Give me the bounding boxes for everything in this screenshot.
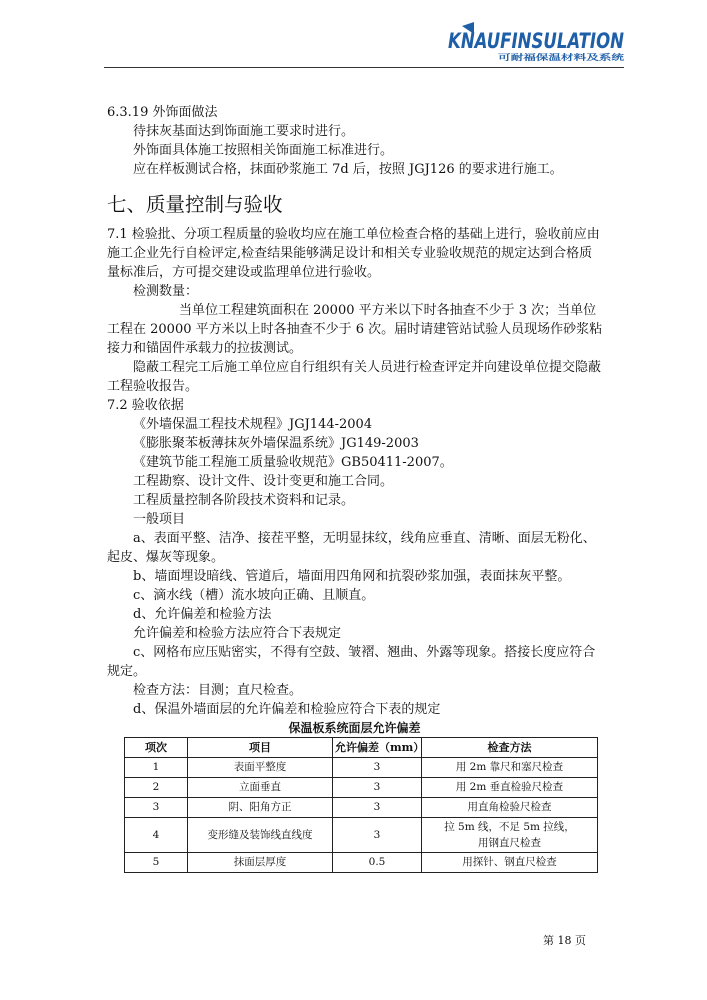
tolerance-table <box>124 737 598 873</box>
cell-no: 5 <box>125 853 188 873</box>
logo-main-text: KNAUFINSULATION <box>448 29 625 53</box>
header-method: 检查方法 <box>422 738 598 758</box>
check-quantity-label: 检测数量： <box>133 284 199 299</box>
concealed-work-paragraph: 隐蔽工程完工后施工单位应自行组织有关人员进行检查评定并向建设单位提交隐蔽工程验收报告。 <box>107 360 602 394</box>
item-d-tolerance-note: 允许偏差和检验方法应符合下表规定 <box>133 626 342 641</box>
cell-tolerance: 3 <box>333 778 422 798</box>
document-body <box>107 103 604 873</box>
table-header-row <box>125 738 598 758</box>
cell-tolerance: 0.5 <box>333 853 422 873</box>
paragraph: 应在样板测试合格，抹面砂浆施工 7d 后，按照 JGJ126 的要求进行施工。 <box>133 162 563 177</box>
basis-item: 工程勘察、设计文件、设计变更和施工合同。 <box>133 474 394 489</box>
item-d-surface-layer: d、保温外墙面层的允许偏差和检验应符合下表的规定 <box>133 702 441 717</box>
header-item: 项目 <box>188 738 333 758</box>
logo-graphic <box>448 20 624 64</box>
inspection-method: 检查方法：目测；直尺检查。 <box>133 683 303 698</box>
cell-method: 用 2m 靠尺和塞尺检查 <box>422 758 598 778</box>
section-7-heading: 七、质量控制与验收 <box>107 193 283 216</box>
cell-item: 立面垂直 <box>188 778 333 798</box>
table-row <box>125 818 598 853</box>
table-row <box>125 798 598 818</box>
item-b: b、墙面埋设暗线、管道后，墙面用四角网和抗裂砂浆加强，表面抹灰平整。 <box>133 569 571 584</box>
cell-item: 变形缝及装饰线直线度 <box>188 818 333 853</box>
cell-tolerance: 3 <box>333 758 422 778</box>
item-a: a、表面平整、洁净、接茬平整，无明显抹纹，线角应垂直、清晰、面层无粉化、起皮、爆灰等现象。 <box>107 531 596 565</box>
item-d-tolerance: d、允许偏差和检验方法 <box>133 607 272 622</box>
table-row <box>125 758 598 778</box>
header-tolerance: 允许偏差（mm） <box>333 738 422 758</box>
cell-item: 抹面层厚度 <box>188 853 333 873</box>
cell-method: 用 2m 垂直检验尺检查 <box>422 778 598 798</box>
header-no: 项次 <box>125 738 188 758</box>
header-divider <box>104 67 624 68</box>
knauf-insulation-logo <box>448 20 624 64</box>
logo-sub-text: 可耐福保温材料及系统 <box>498 53 578 62</box>
cell-no: 1 <box>125 758 188 778</box>
general-items-label: 一般项目 <box>133 512 186 527</box>
item-c-drip: c、滴水线（槽）流水坡向正确、且顺直。 <box>133 588 375 603</box>
basis-item: 《膨胀聚苯板薄抹灰外墙保温系统》JG149-2003 <box>133 436 419 451</box>
cell-item: 表面平整度 <box>188 758 333 778</box>
cell-tolerance: 3 <box>333 818 422 853</box>
table-row <box>125 853 598 873</box>
cell-no: 2 <box>125 778 188 798</box>
section-7-2-heading: 7.2 验收依据 <box>107 398 184 413</box>
cell-no: 3 <box>125 798 188 818</box>
paragraph: 待抹灰基面达到饰面施工要求时进行。 <box>133 124 355 139</box>
section-6-3-19-heading: 6.3.19 外饰面做法 <box>107 105 218 120</box>
check-quantity-text: 当单位工程建筑面积在 20000 平方米以下时各抽查不少于 3 次；当单位工程在 20000 平方米以上时各抽查不少于 6 次。届时请建管站试验人员现场作砂浆粘接力和锚固件承载力的拉拔测试。 <box>107 303 603 356</box>
cell-method <box>422 818 598 853</box>
cell-item: 阴、阳角方正 <box>188 798 333 818</box>
table-title: 保温板系统面层允许偏差 <box>288 721 421 735</box>
cell-no: 4 <box>125 818 188 853</box>
item-c-mesh: c、网格布应压贴密实，不得有空鼓、皱褶、翘曲、外露等现象。搭接长度应符合规定。 <box>107 645 596 679</box>
cell-method-line: 拉 5m 线，不足 5m 拉线， <box>444 821 575 833</box>
basis-item: 《外墙保温工程技术规程》JGJ144-2004 <box>133 417 373 432</box>
basis-item: 《建筑节能工程施工质量验收规范》GB50411-2007。 <box>133 455 453 470</box>
paragraph: 外饰面具体施工按照相关饰面施工标准进行。 <box>133 143 394 158</box>
cell-method-line: 用钢直尺检查 <box>478 837 541 849</box>
basis-item: 工程质量控制各阶段技术资料和记录。 <box>133 493 355 508</box>
cell-method: 用探针、钢直尺检查 <box>422 853 598 873</box>
paragraph-7-1: 7.1 检验批、分项工程质量的验收均应在施工单位检查合格的基础上进行，验收前应由施工企业先行自检评定,检查结果能够满足设计和相关专业验收规范的规定达到合格质量标准后，方可提交建设或监理单位进行验收。 <box>107 227 600 280</box>
page-number: 第 18 页 <box>543 934 586 947</box>
cell-method: 用直角检验尺检查 <box>422 798 598 818</box>
table-row <box>125 778 598 798</box>
cell-tolerance: 3 <box>333 798 422 818</box>
